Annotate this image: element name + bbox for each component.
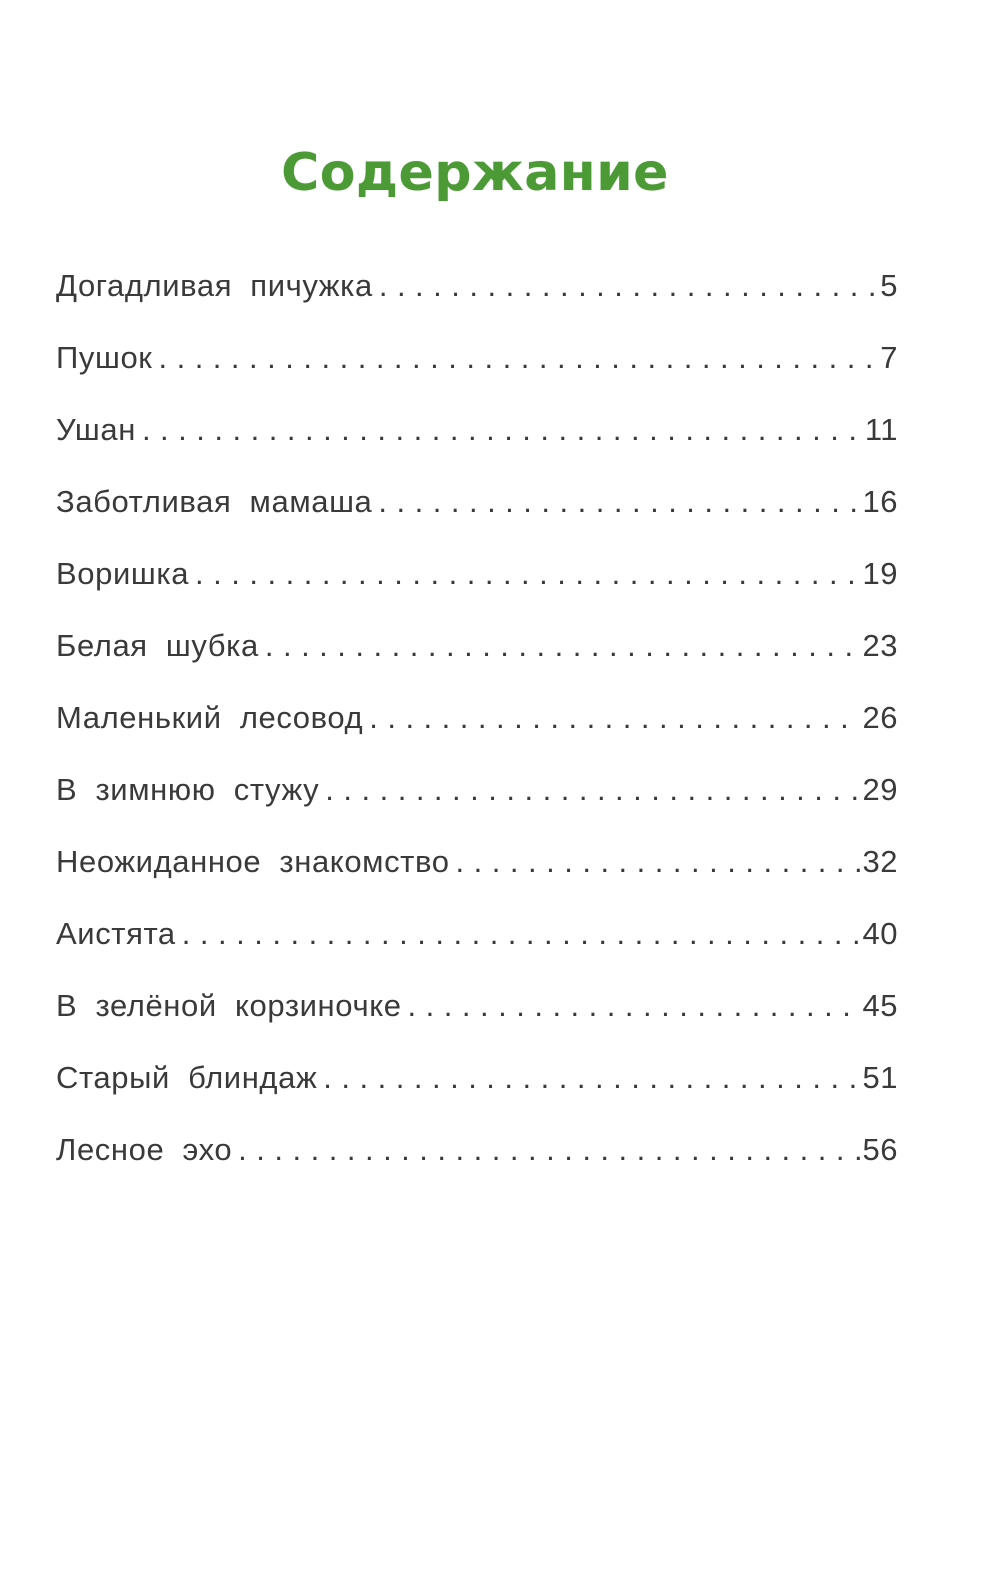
toc-entry-page: 40 (862, 916, 898, 951)
toc-entry-title: Воришка (56, 556, 190, 591)
toc-entry-page: 51 (862, 1060, 898, 1095)
dot-leader (379, 268, 878, 304)
toc-entry-page: 29 (862, 772, 898, 807)
dot-leader (378, 484, 860, 520)
dot-leader (369, 700, 860, 736)
toc-entry (56, 628, 898, 700)
dot-leader (238, 1132, 860, 1168)
toc-entry-title: Неожиданное знакомство (56, 844, 450, 879)
toc-entry (56, 988, 898, 1060)
toc-entry-title: В зелёной корзиночке (56, 988, 402, 1023)
toc-entry-page: 11 (864, 412, 898, 447)
toc-entry (56, 412, 898, 484)
toc-entry-page: 26 (862, 700, 898, 735)
toc-entry-title: Старый блиндаж (56, 1060, 318, 1095)
dot-leader (195, 556, 860, 592)
table-of-contents (56, 268, 898, 1204)
dot-leader (408, 988, 861, 1024)
toc-entry (56, 268, 898, 340)
toc-entry-page: 19 (862, 556, 898, 591)
toc-entry (56, 484, 898, 556)
toc-entry (56, 844, 898, 916)
toc-entry-page: 56 (862, 1132, 898, 1167)
toc-entry-page: 23 (862, 628, 898, 663)
toc-entry (56, 1132, 898, 1204)
dot-leader (325, 772, 860, 808)
toc-entry-page: 5 (880, 268, 898, 303)
toc-entry (56, 916, 898, 988)
toc-entry-page: 32 (862, 844, 898, 879)
toc-entry-title: Догадливая пичужка (56, 268, 373, 303)
page-title: Содержание (281, 142, 669, 203)
dot-leader (456, 844, 861, 880)
toc-entry-page: 16 (862, 484, 898, 519)
dot-leader (158, 340, 878, 376)
dot-leader (323, 1060, 860, 1096)
dot-leader (142, 412, 863, 448)
toc-entry-title: Пушок (56, 340, 153, 375)
toc-entry-title: Аистята (56, 916, 176, 951)
toc-entry (56, 340, 898, 412)
dot-leader (265, 628, 861, 664)
toc-entry-title: В зимнюю стужу (56, 772, 320, 807)
toc-entry (56, 1060, 898, 1132)
toc-entry-title: Заботливая мамаша (56, 484, 373, 519)
toc-entry-title: Ушан (56, 412, 136, 447)
toc-entry-title: Лесное эхо (56, 1132, 233, 1167)
toc-entry-title: Маленький лесовод (56, 700, 364, 735)
toc-entry-title: Белая шубка (56, 628, 259, 663)
toc-entry (56, 772, 898, 844)
toc-entry-page: 45 (862, 988, 898, 1023)
toc-entry (56, 556, 898, 628)
toc-entry (56, 700, 898, 772)
dot-leader (182, 916, 861, 952)
toc-entry-page: 7 (880, 340, 898, 375)
